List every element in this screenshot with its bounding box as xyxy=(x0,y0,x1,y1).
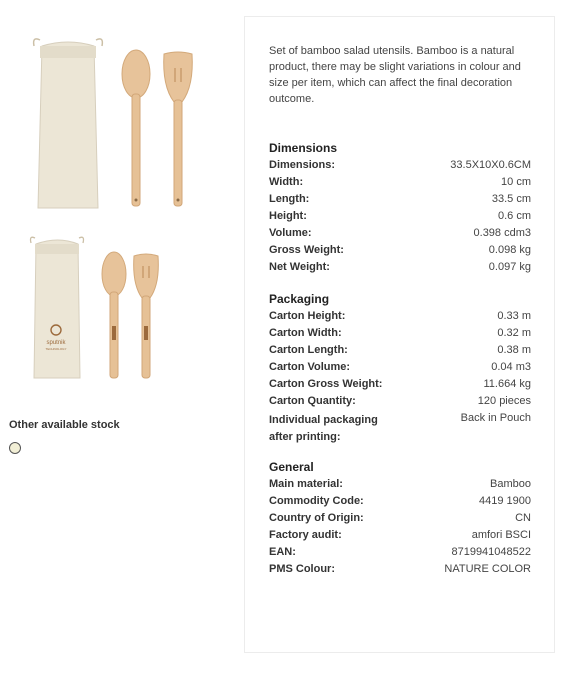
spec-row: Factory audit: amfori BSCI xyxy=(269,529,531,541)
spec-row: Volume: 0.398 cdm3 xyxy=(269,227,531,239)
product-details-panel xyxy=(244,16,555,653)
spec-row: Carton Length: 0.38 m xyxy=(269,344,531,356)
spec-row: Gross Weight: 0.098 kg xyxy=(269,244,531,256)
logo-sub-text: TECHNOLOGY xyxy=(45,347,67,351)
spec-row: Net Weight: 0.097 kg xyxy=(269,261,531,273)
image-gallery xyxy=(0,0,240,676)
spec-row: Carton Quantity: 120 pieces xyxy=(269,395,531,407)
spec-row: Carton Height: 0.33 m xyxy=(269,310,531,322)
packaging-title: Packaging xyxy=(269,292,330,306)
spec-row: Individual packaging after printing: Back in Pouch xyxy=(269,412,531,443)
spec-row: Commodity Code: 4419 1900 xyxy=(269,495,531,507)
spec-row: Width: 10 cm xyxy=(269,176,531,188)
spec-row: PMS Colour: NATURE COLOR xyxy=(269,563,531,575)
spec-row: Dimensions: 33.5X10X0.6CM xyxy=(269,159,531,171)
spec-row: Carton Gross Weight: 11.664 kg xyxy=(269,378,531,390)
spec-row: Main material: Bamboo xyxy=(269,478,531,490)
spec-row: Length: 33.5 cm xyxy=(269,193,531,205)
spec-row: Country of Origin: CN xyxy=(269,512,531,524)
dimensions-title: Dimensions xyxy=(269,141,338,155)
product-image-printed[interactable] xyxy=(28,232,168,382)
spec-row: Carton Width: 0.32 m xyxy=(269,327,531,339)
color-swatch-nature[interactable] xyxy=(9,442,21,454)
product-description: Set of bamboo salad utensils. Bamboo is a natural product, there may be slight variations in colour and size per item, which can affect the final decoration outcome. xyxy=(269,45,521,105)
logo-brand-text: sputnik xyxy=(46,340,66,346)
spec-row: Height: 0.6 cm xyxy=(269,210,531,222)
spec-row: Carton Volume: 0.04 m3 xyxy=(269,361,531,373)
spec-row: EAN: 8719941048522 xyxy=(269,546,531,558)
general-title: General xyxy=(269,460,314,474)
other-stock-label: Other available stock xyxy=(9,419,120,431)
product-image-plain[interactable] xyxy=(28,32,198,212)
